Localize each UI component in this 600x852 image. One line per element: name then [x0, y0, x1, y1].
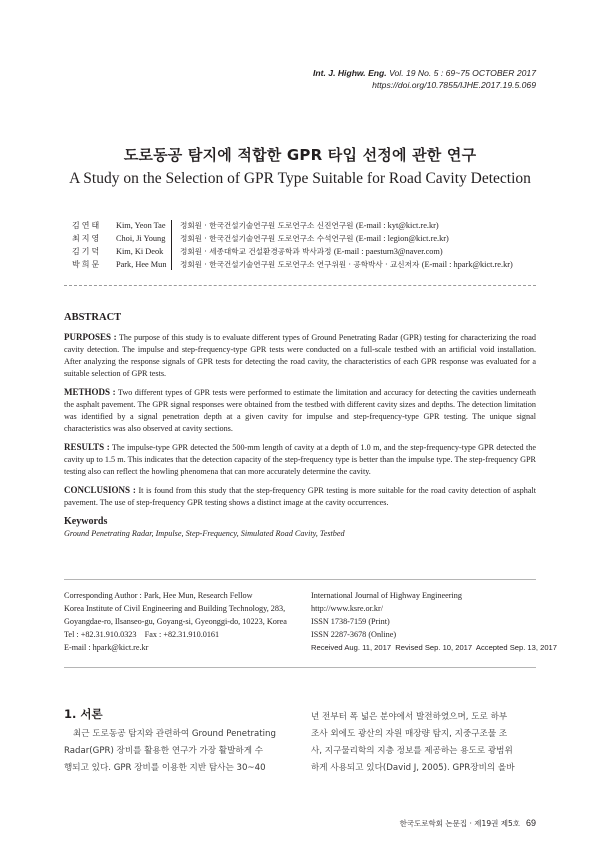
author-row [72, 219, 513, 232]
paper-title-korean: 도로동공 탐지에 적합한 GPR 타입 선정에 관한 연구 [123, 146, 477, 164]
results-text: The impulse-type GPR detected the 500-mm length of cavity at a depth of 1.0 m, and the step-frequency-type GPR detected the cavity up to 1.5 m. This indicates that the detection capacity of the step-frequency type is better than the impulse type. The step-frequency GPR testing also can reflect the howling phenomena that can more accurately determine the cavity. [64, 443, 536, 476]
purposes-text: The purpose of this study is to evaluate different types of Ground Penetrating Radar (GPR) testing for characterizing the road cavity detection. The impulse and step-frequency-type GPR tests were conducted on a full-scale testbed with an artificial void installation. After analyzing the response signals of GPR tests for detecting the road cavity, the characteristics of each GPR response was evaluated for a suitable selection of GPR tests. [64, 333, 537, 378]
body-line: 행되고 있다. GPR 장비를 이용한 지반 탐사는 30~40 [64, 763, 266, 773]
author-name-english: Choi, Ji Young [116, 234, 166, 243]
methods-text: Two different types of GPR tests were performed to estimate the limitation and accuracy for detecting the cavities underneath the asphalt pavement. The GPR signal responses were obtained from the testbed with different cavity sizes and depths. The detection limitation was identified by a signal penetration depth at a given cavity for impulse and step-frequency-type GPR testing. The unique signal characteristics was also observed at cavity sections. [64, 388, 536, 433]
body-column-right [311, 709, 536, 777]
journal-website-link[interactable]: http://www.ksre.or.kr/ [311, 604, 384, 613]
author-row [72, 258, 513, 271]
abstract-purposes [64, 331, 536, 380]
section-heading: 1. 서론 [64, 707, 103, 721]
abstract-block [64, 312, 536, 540]
author-email[interactable]: (E-mail : paesturn3@naver.com) [333, 247, 443, 256]
body-line: 조사 외에도 광산의 자원 매장량 탐지, 지중구조물 조 [311, 729, 508, 739]
results-label: RESULTS : [64, 442, 110, 452]
purposes-label: PURPOSES : [64, 332, 117, 342]
abstract-conclusions [64, 484, 536, 509]
conclusions-label: CONCLUSIONS : [64, 485, 136, 495]
author-affiliation-text: 정회원 · 한국건설기술연구원 도로연구소 연구위원 · 공학박사 · 교신저자 [180, 260, 420, 269]
author-affiliation-text: 정회원 · 세종대학교 건설환경공학과 박사과정 [180, 247, 332, 256]
author-name-korean: 김연태 [72, 221, 102, 230]
correspondence-line: Tel : +82.31.910.0323 Fax : +82.31.910.0161 [64, 630, 220, 639]
author-list [72, 219, 513, 271]
keywords-list: Ground Penetrating Radar, Impulse, Step-Frequency, Simulated Road Cavity, Testbed [64, 529, 345, 538]
author-name-english: Kim, Ki Deok [116, 247, 164, 256]
journal-header [313, 67, 536, 91]
correspondence-line: Korea Institute of Civil Engineering and Building Technology, 283, [64, 604, 286, 613]
keywords-heading: Keywords [64, 516, 108, 527]
section-divider [64, 579, 536, 580]
methods-label: METHODS : [64, 387, 116, 397]
author-email[interactable]: (E-mail : hpark@kict.re.kr) [421, 260, 513, 269]
page-number: 69 [525, 818, 536, 828]
correspondence-line: Goyangdae-ro, Ilsanseo-gu, Goyang-si, Gyeonggi-do, 10223, Korea [64, 617, 287, 626]
body-column-left [64, 726, 296, 777]
correspondence-email[interactable]: E-mail : hpark@kict.re.kr [64, 643, 149, 652]
author-name-english: Kim, Yeon Tae [116, 221, 166, 230]
abstract-results [64, 441, 536, 478]
abstract-methods [64, 386, 536, 435]
body-line: 하게 사용되고 있다(David J, 2005). GPR장비의 올바 [311, 763, 515, 773]
conclusions-text: It is found from this study that the step-frequency GPR testing is more suitable for the road cavity detection of asphalt pavement. The use of step-frequency GPR testing shows a distinct image at the cavity occurrences. [64, 486, 537, 507]
page-footer [400, 818, 536, 829]
author-name-korean: 최지영 [72, 234, 102, 243]
doi-link[interactable]: https://doi.org/10.7855/IJHE.2017.19.5.069 [372, 80, 536, 90]
author-email[interactable]: (E-mail : kyt@kict.re.kr) [355, 221, 439, 230]
abstract-heading: ABSTRACT [64, 312, 122, 323]
author-name-korean: 박희문 [72, 260, 102, 269]
author-row [72, 245, 513, 258]
author-affiliation-text: 정회원 · 한국건설기술연구원 도로연구소 신진연구원 [180, 221, 354, 230]
author-affiliation [174, 258, 513, 271]
author-name-korean: 김기덕 [72, 247, 102, 256]
author-name-english: Park, Hee Mun [116, 260, 167, 269]
author-affiliation-text: 정회원 · 한국건설기술연구원 도로연구소 수석연구원 [180, 234, 354, 243]
author-divider [171, 220, 172, 270]
journal-info-line: International Journal of Highway Engineering [311, 591, 462, 600]
body-divider [64, 667, 536, 668]
body-line: 년 전부터 폭 넓은 분야에서 발전하였으며, 도로 하부 [311, 712, 508, 722]
dashed-divider [64, 285, 536, 286]
author-affiliation [174, 219, 439, 232]
body-line: 최근 도로동공 탐지와 관련하여 Ground Penetrating [73, 729, 276, 739]
author-email[interactable]: (E-mail : legion@kict.re.kr) [355, 234, 449, 243]
footer-journal: 한국도로학회 논문집 · 제19권 제5호 [399, 819, 520, 828]
paper-title-english: A Study on the Selection of GPR Type Suitable for Road Cavity Detection [69, 170, 531, 187]
journal-info-line: ISSN 2287-3678 (Online) [311, 630, 397, 639]
journal-info-line: ISSN 1738-7159 (Print) [311, 617, 390, 626]
journal-details: Vol. 19 No. 5 : 69~75 OCTOBER 2017 [389, 68, 536, 78]
body-line: Radar(GPR) 장비를 활용한 연구가 가장 활발하게 수 [64, 746, 264, 756]
journal-name: Int. J. Highw. Eng. [313, 68, 387, 78]
correspondence-line: Corresponding Author : Park, Hee Mun, Research Fellow [64, 591, 253, 600]
body-line: 사, 지구물리학의 지층 정보를 제공하는 용도로 광범위 [311, 746, 513, 756]
author-affiliation [174, 245, 443, 258]
received-dates: Received Aug. 11, 2017 Revised Sep. 10, 2017 Accepted Sep. 13, 2017 [311, 643, 557, 652]
author-row [72, 232, 513, 245]
correspondence-block [64, 589, 287, 654]
journal-info-block [311, 589, 557, 654]
author-affiliation [174, 232, 449, 245]
